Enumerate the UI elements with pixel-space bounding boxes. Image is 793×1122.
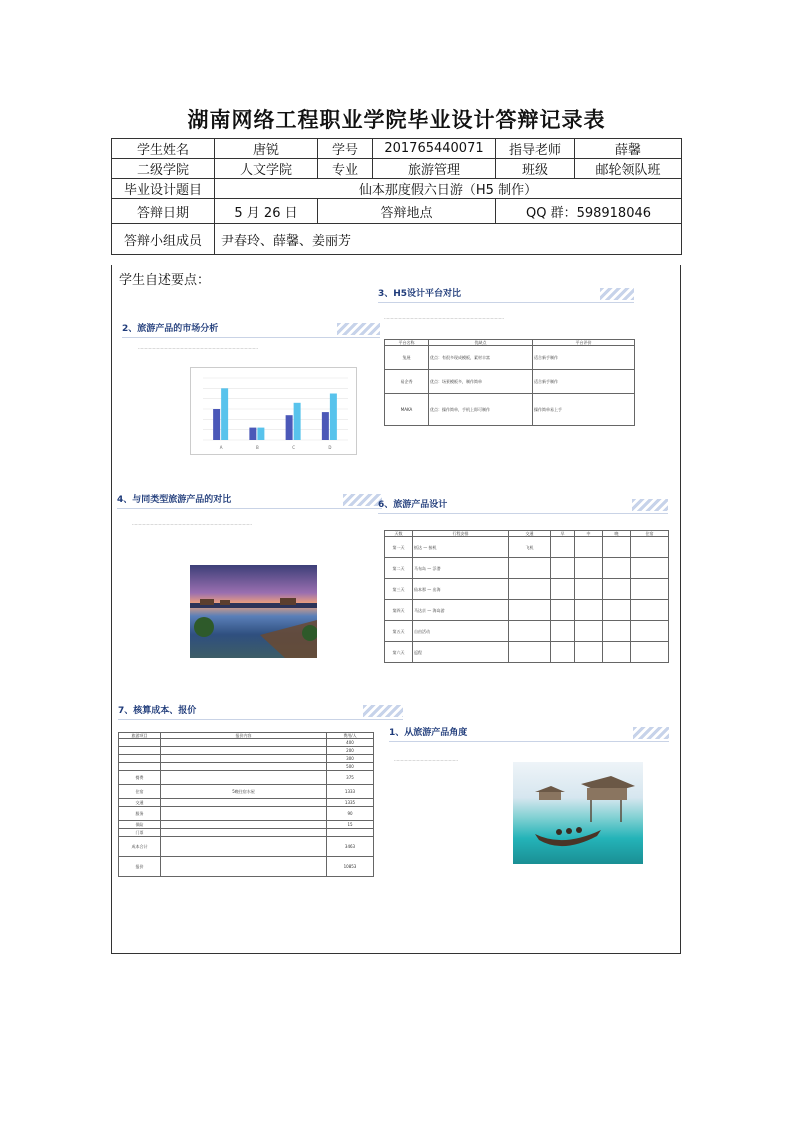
class-label: 班级 bbox=[496, 159, 575, 179]
chart-tick-label: B bbox=[256, 445, 259, 450]
stilt-house-photo bbox=[190, 565, 317, 658]
location-label: 答辩地点 bbox=[318, 199, 496, 224]
section-product-perspective bbox=[389, 725, 669, 743]
self-statement-label: 学生自述要点： bbox=[119, 273, 211, 288]
chart-bar bbox=[257, 428, 264, 440]
cost-item: 保险 bbox=[119, 821, 161, 829]
h5-row1-eval: 适合新手制作 bbox=[533, 346, 635, 370]
cost-detail bbox=[161, 857, 327, 877]
cost-detail bbox=[161, 771, 327, 785]
cost-detail bbox=[161, 747, 327, 755]
date: 5 月 26 日 bbox=[215, 199, 318, 224]
section-comparison-title: 4、与同类型旅游产品的对比 bbox=[117, 495, 232, 505]
cost-value: 3463 bbox=[327, 837, 374, 857]
cost-value: 90 bbox=[327, 807, 374, 821]
chart-bar bbox=[322, 412, 329, 440]
section-comparison-text: ……………………………………………………………………………… bbox=[132, 521, 252, 526]
design-header-6: 晚 bbox=[603, 531, 631, 537]
chart-bar bbox=[294, 403, 301, 440]
product-design-table-wrap bbox=[384, 530, 668, 663]
h5-row1-name: 兔展 bbox=[385, 346, 429, 370]
cost-value: 1333 bbox=[327, 785, 374, 799]
cost-item: 门票 bbox=[119, 829, 161, 837]
h5-row2-eval: 适合新手制作 bbox=[533, 370, 635, 394]
cost-detail bbox=[161, 739, 327, 747]
design-row-day: 第一天 bbox=[385, 537, 413, 558]
advisor-label: 指导老师 bbox=[496, 139, 575, 159]
cost-detail bbox=[161, 807, 327, 821]
self-statement-box bbox=[111, 265, 681, 954]
h5-row3-eval: 操作简单易上手 bbox=[533, 394, 635, 426]
topic-label: 毕业设计题目 bbox=[112, 179, 215, 199]
cost-value bbox=[327, 829, 374, 837]
date-label: 答辩日期 bbox=[112, 199, 215, 224]
chart-bar bbox=[330, 394, 337, 441]
design-row-day: 第六天 bbox=[385, 642, 413, 663]
section-h5-platform-text: ……………………………………………………………………………… bbox=[384, 315, 504, 320]
cost-item: 住宿 bbox=[119, 785, 161, 799]
section-market-analysis-text: ……………………………………………………………………………… bbox=[138, 345, 258, 350]
panel-label: 答辩小组成员 bbox=[112, 224, 215, 255]
cost-item bbox=[119, 739, 161, 747]
cost-table bbox=[118, 732, 374, 877]
h5-row3-pros: 优点：操作简单，手机上即可制作 bbox=[429, 394, 533, 426]
cost-value: 300 bbox=[327, 755, 374, 763]
chart-bar bbox=[286, 415, 293, 440]
cost-item: 成本合计 bbox=[119, 837, 161, 857]
design-row-transport: 飞机 bbox=[509, 537, 551, 558]
design-row-plan: 马达京 — 海岛游 bbox=[413, 600, 509, 621]
design-header-3: 交通 bbox=[509, 531, 551, 537]
design-row-plan: 自由活动 bbox=[413, 621, 509, 642]
design-header-4: 早 bbox=[551, 531, 575, 537]
cost-header-1: 旅游项目 bbox=[119, 733, 161, 739]
h5-row2-name: 易企秀 bbox=[385, 370, 429, 394]
chart-tick-label: D bbox=[328, 445, 332, 450]
h5-row2-pros: 优点：场景模板多，制作简单 bbox=[429, 370, 533, 394]
design-header-2: 行程安排 bbox=[413, 531, 509, 537]
topic: 仙本那度假六日游（H5 制作） bbox=[215, 179, 682, 199]
design-row-plan: 仙本那 — 出海 bbox=[413, 579, 509, 600]
student-name-label: 学生姓名 bbox=[112, 139, 215, 159]
market-chart-frame bbox=[190, 367, 357, 455]
panel: 尹春玲、薛馨、姜丽芳 bbox=[215, 224, 682, 255]
section-market-analysis-title: 2、旅游产品的市场分析 bbox=[122, 324, 219, 334]
section-cost-title: 7、核算成本、报价 bbox=[118, 706, 197, 716]
section-h5-platform-title: 3、H5设计平台对比 bbox=[378, 289, 462, 299]
cost-detail bbox=[161, 763, 327, 771]
design-row-plan: 返程 bbox=[413, 642, 509, 663]
cost-item: 报价 bbox=[119, 857, 161, 877]
section-product-perspective-text: ………………………………………… bbox=[394, 757, 458, 762]
major: 旅游管理 bbox=[373, 159, 496, 179]
stilt-house-illustration bbox=[190, 565, 317, 658]
design-row-day: 第四天 bbox=[385, 600, 413, 621]
design-row-plan: 马布岛 — 浮潜 bbox=[413, 558, 509, 579]
cost-item bbox=[119, 755, 161, 763]
student-id: 201765440071 bbox=[373, 139, 496, 159]
major-label: 专业 bbox=[318, 159, 373, 179]
chart-tick-label: C bbox=[292, 445, 296, 450]
advisor: 薛馨 bbox=[575, 139, 682, 159]
design-header-7: 住宿 bbox=[631, 531, 669, 537]
cost-item bbox=[119, 747, 161, 755]
h5-platform-table-wrap bbox=[384, 339, 634, 426]
design-row-day: 第三天 bbox=[385, 579, 413, 600]
section-h5-platform bbox=[378, 286, 634, 304]
product-design-table bbox=[384, 530, 669, 663]
design-row-plan: 抵达 — 接机 bbox=[413, 537, 509, 558]
chart-bar bbox=[249, 428, 256, 440]
cost-item: 餐费 bbox=[119, 771, 161, 785]
h5-row1-pros: 优点：有很多现成模板，素材丰富 bbox=[429, 346, 533, 370]
h5-platform-table bbox=[384, 339, 635, 426]
cost-item: 服务 bbox=[119, 807, 161, 821]
island-boat-illustration bbox=[513, 762, 643, 864]
cost-header-3: 费用/人 bbox=[327, 733, 374, 739]
cost-value: 400 bbox=[327, 739, 374, 747]
college-label: 二级学院 bbox=[112, 159, 215, 179]
section-comparison bbox=[117, 492, 382, 510]
h5-row3-name: MAKA bbox=[385, 394, 429, 426]
cost-value: 10853 bbox=[327, 857, 374, 877]
cost-value: 500 bbox=[327, 763, 374, 771]
cost-item bbox=[119, 763, 161, 771]
chart-bar bbox=[221, 388, 228, 440]
chart-tick-label: A bbox=[219, 445, 223, 450]
cost-detail bbox=[161, 799, 327, 807]
cost-value: 200 bbox=[327, 747, 374, 755]
section-product-perspective-title: 1、从旅游产品角度 bbox=[389, 728, 468, 738]
h5-header-2: 优缺点 bbox=[429, 340, 533, 346]
section-market-analysis bbox=[122, 321, 380, 339]
cost-header-2: 报价内容 bbox=[161, 733, 327, 739]
design-header-5: 中 bbox=[575, 531, 603, 537]
cost-table-wrap bbox=[118, 732, 373, 877]
section-product-design-title: 6、旅游产品设计 bbox=[378, 500, 448, 510]
cost-detail bbox=[161, 821, 327, 829]
cost-detail bbox=[161, 837, 327, 857]
h5-header-1: 平台名称 bbox=[385, 340, 429, 346]
design-header-1: 天数 bbox=[385, 531, 413, 537]
cost-value: 1335 bbox=[327, 799, 374, 807]
cost-detail bbox=[161, 755, 327, 763]
record-table bbox=[111, 138, 682, 255]
location: QQ 群：598918046 bbox=[496, 199, 682, 224]
cost-detail bbox=[161, 829, 327, 837]
section-product-design bbox=[378, 497, 668, 515]
chart-bar bbox=[213, 409, 220, 440]
section-cost bbox=[118, 703, 403, 721]
college: 人文学院 bbox=[215, 159, 318, 179]
market-chart bbox=[191, 368, 356, 454]
student-id-label: 学号 bbox=[318, 139, 373, 159]
island-boat-photo bbox=[513, 762, 643, 864]
design-row-day: 第五天 bbox=[385, 621, 413, 642]
cost-detail: 5晚住宿水屋 bbox=[161, 785, 327, 799]
cost-item: 交通 bbox=[119, 799, 161, 807]
design-row-day: 第二天 bbox=[385, 558, 413, 579]
student-name: 唐锐 bbox=[215, 139, 318, 159]
page-title: 湖南网络工程职业学院毕业设计答辩记录表 bbox=[187, 108, 606, 132]
cost-value: 15 bbox=[327, 821, 374, 829]
h5-header-3: 平台评价 bbox=[533, 340, 635, 346]
cost-value: 375 bbox=[327, 771, 374, 785]
class: 邮轮领队班 bbox=[575, 159, 682, 179]
